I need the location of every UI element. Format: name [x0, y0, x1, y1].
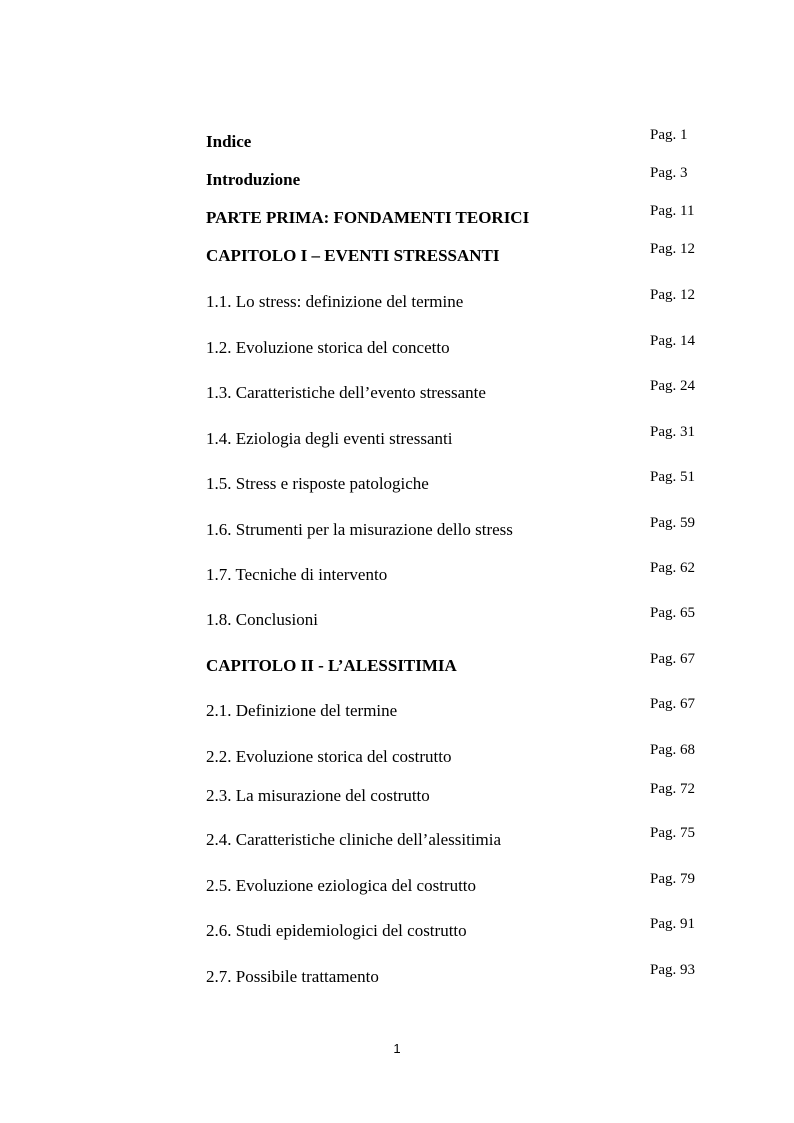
toc-entry-2-6: [206, 917, 706, 941]
toc-entry-title: 1.8. Conclusioni: [206, 610, 318, 629]
toc-entry-page: Pag. 31: [650, 424, 695, 440]
toc-entry-title: 2.5. Evoluzione eziologica del costrutto: [206, 876, 477, 895]
toc-entry-parte-prima: [206, 204, 706, 228]
toc-entry-page: Pag. 67: [650, 651, 695, 667]
toc-entry-title: Introduzione: [206, 170, 301, 189]
toc-entry-page: Pag. 1: [650, 127, 688, 143]
toc-entry-2-3: [206, 782, 706, 806]
toc-entry-page: Pag. 12: [650, 287, 695, 303]
toc-entry-2-4: [206, 826, 706, 850]
toc-entry-title: 1.6. Strumenti per la misurazione dello stress: [206, 520, 513, 539]
toc-entry-page: Pag. 12: [650, 241, 695, 257]
toc-entry-introduzione: [206, 166, 706, 190]
toc-entry-1-1: [206, 288, 706, 312]
toc-entry-1-4: [206, 425, 706, 449]
toc-entry-title: 2.6. Studi epidemiologici del costrutto: [206, 921, 467, 940]
toc-entry-page: Pag. 72: [650, 781, 695, 797]
toc-entry-2-5: [206, 872, 706, 896]
toc-entry-capitolo-2: [206, 652, 706, 676]
toc-entry-page: Pag. 79: [650, 871, 695, 887]
toc-entry-page: Pag. 91: [650, 916, 695, 932]
toc-entry-page: Pag. 67: [650, 696, 695, 712]
toc-entry-page: Pag. 11: [650, 203, 695, 219]
toc-entry-title: 1.7. Tecniche di intervento: [206, 565, 388, 584]
toc-entry-1-5: [206, 470, 706, 494]
toc-entry-2-1: [206, 697, 706, 721]
toc-entry-title: CAPITOLO I – EVENTI STRESSANTI: [206, 246, 500, 265]
toc-entry-page: Pag. 3: [650, 165, 688, 181]
toc-entry-title: 1.1. Lo stress: definizione del termine: [206, 292, 464, 311]
toc-entry-2-7: [206, 963, 706, 987]
toc-entry-1-8: [206, 606, 706, 630]
toc-entry-title: 2.2. Evoluzione storica del costrutto: [206, 747, 452, 766]
toc-entry-title: PARTE PRIMA: FONDAMENTI TEORICI: [206, 208, 530, 227]
toc-entry-title: CAPITOLO II - L’ALESSITIMIA: [206, 656, 457, 675]
toc-entry-page: Pag. 14: [650, 333, 695, 349]
toc-entry-title: 1.3. Caratteristiche dell’evento stressante: [206, 383, 486, 402]
toc-entry-indice: [206, 128, 706, 152]
toc-entry-capitolo-1: [206, 242, 706, 266]
toc-entry-title: 1.4. Eziologia degli eventi stressanti: [206, 429, 453, 448]
toc-entry-1-2: [206, 334, 706, 358]
toc-entry-page: Pag. 62: [650, 560, 695, 576]
toc-entry-1-6: [206, 516, 706, 540]
toc-entry-page: Pag. 93: [650, 962, 695, 978]
toc-entry-2-2: [206, 743, 706, 767]
toc-entry-title: 2.1. Definizione del termine: [206, 701, 398, 720]
toc-entry-page: Pag. 24: [650, 378, 695, 394]
toc-entry-title: 2.7. Possibile trattamento: [206, 967, 379, 986]
toc-entry-title: 1.5. Stress e risposte patologiche: [206, 474, 429, 493]
page-number: 1: [393, 1041, 401, 1056]
toc-entry-title: 1.2. Evoluzione storica del concetto: [206, 338, 450, 357]
toc-entry-page: Pag. 51: [650, 469, 695, 485]
toc-entry-page: Pag. 65: [650, 605, 695, 621]
toc-entry-page: Pag. 75: [650, 825, 695, 841]
toc-entry-title: Indice: [206, 132, 252, 151]
toc-entry-page: Pag. 68: [650, 742, 695, 758]
toc-entry-title: 2.3. La misurazione del costrutto: [206, 786, 430, 805]
toc-entry-title: 2.4. Caratteristiche cliniche dell’alessitimia: [206, 830, 502, 849]
toc-entry-page: Pag. 59: [650, 515, 695, 531]
toc-entry-1-3: [206, 379, 706, 403]
toc-entry-1-7: [206, 561, 706, 585]
